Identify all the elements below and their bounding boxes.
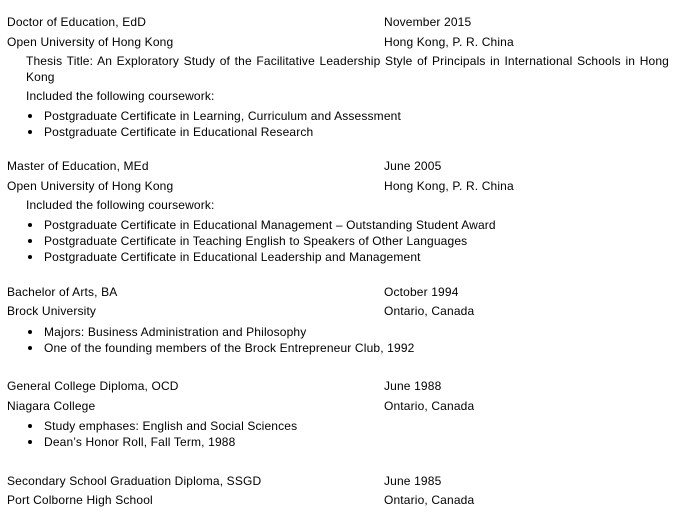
degree-title: Master of Education, MEd xyxy=(7,159,149,173)
list-item xyxy=(26,249,666,265)
thesis-title: Thesis Title: An Exploratory Study of the Facilitative Leadership Style of Principals in International Schools in Hong Kong xyxy=(26,54,669,84)
degree-date: June 1985 xyxy=(384,474,442,488)
degree-date: November 2015 xyxy=(384,15,472,29)
institution-location: Ontario, Canada xyxy=(384,399,475,413)
institution-name: Brock University xyxy=(7,304,97,318)
institution-name: Open University of Hong Kong xyxy=(7,179,174,193)
institution-row xyxy=(7,178,669,194)
list-item-text: Majors: Business Administration and Philosophy xyxy=(44,325,307,339)
degree-date: June 2005 xyxy=(384,159,442,173)
list-item-text: Postgraduate Certificate in Educational Leadership and Management xyxy=(44,250,421,264)
institution-location: Hong Kong, P. R. China xyxy=(384,179,514,193)
degree-row xyxy=(7,158,669,174)
bullet-icon xyxy=(28,330,32,334)
degree-title: General College Diploma, OCD xyxy=(7,379,179,393)
bullet-icon xyxy=(28,424,32,428)
institution-row xyxy=(7,303,669,319)
degree-row xyxy=(7,473,669,489)
bullet-icon xyxy=(28,114,32,118)
institution-location: Hong Kong, P. R. China xyxy=(384,35,514,49)
list-item xyxy=(26,124,666,140)
degree-row xyxy=(7,378,669,394)
list-item xyxy=(26,340,666,356)
degree-title: Secondary School Graduation Diploma, SSGD xyxy=(7,474,262,488)
coursework-intro: Included the following coursework: xyxy=(26,89,215,103)
institution-row xyxy=(7,34,669,50)
degree-date: June 1988 xyxy=(384,379,442,393)
list-item xyxy=(26,418,666,434)
degree-date: October 1994 xyxy=(384,285,459,299)
bullet-icon xyxy=(28,255,32,259)
institution-location: Ontario, Canada xyxy=(384,493,475,507)
bullet-icon xyxy=(28,223,32,227)
degree-row xyxy=(7,284,669,300)
coursework-intro: Included the following coursework: xyxy=(26,198,215,212)
list-item xyxy=(26,434,666,450)
list-item-text: Postgraduate Certificate in Teaching English to Speakers of Other Languages xyxy=(44,234,468,248)
list-item-text: One of the founding members of the Brock Entrepreneur Club, 1992 xyxy=(44,341,415,355)
institution-name: Port Colborne High School xyxy=(7,493,153,507)
bullet-icon xyxy=(28,346,32,350)
institution-name: Niagara College xyxy=(7,399,96,413)
list-item-text: Postgraduate Certificate in Educational Management – Outstanding Student Award xyxy=(44,218,496,232)
institution-location: Ontario, Canada xyxy=(384,304,475,318)
list-item-text: Dean’s Honor Roll, Fall Term, 1988 xyxy=(44,435,236,449)
bullet-icon xyxy=(28,239,32,243)
bullet-icon xyxy=(28,440,32,444)
institution-row xyxy=(7,398,669,414)
list-item-text: Study emphases: English and Social Sciences xyxy=(44,419,298,433)
institution-row xyxy=(7,492,669,508)
degree-row xyxy=(7,14,669,30)
list-item-text: Postgraduate Certificate in Educational Research xyxy=(44,125,314,139)
bullet-icon xyxy=(28,130,32,134)
list-item-text: Postgraduate Certificate in Learning, Curriculum and Assessment xyxy=(44,109,401,123)
degree-title: Bachelor of Arts, BA xyxy=(7,285,118,299)
list-item xyxy=(26,324,666,340)
list-item xyxy=(26,108,666,124)
degree-title: Doctor of Education, EdD xyxy=(7,15,147,29)
list-item xyxy=(26,217,666,233)
institution-name: Open University of Hong Kong xyxy=(7,35,174,49)
list-item xyxy=(26,233,666,249)
